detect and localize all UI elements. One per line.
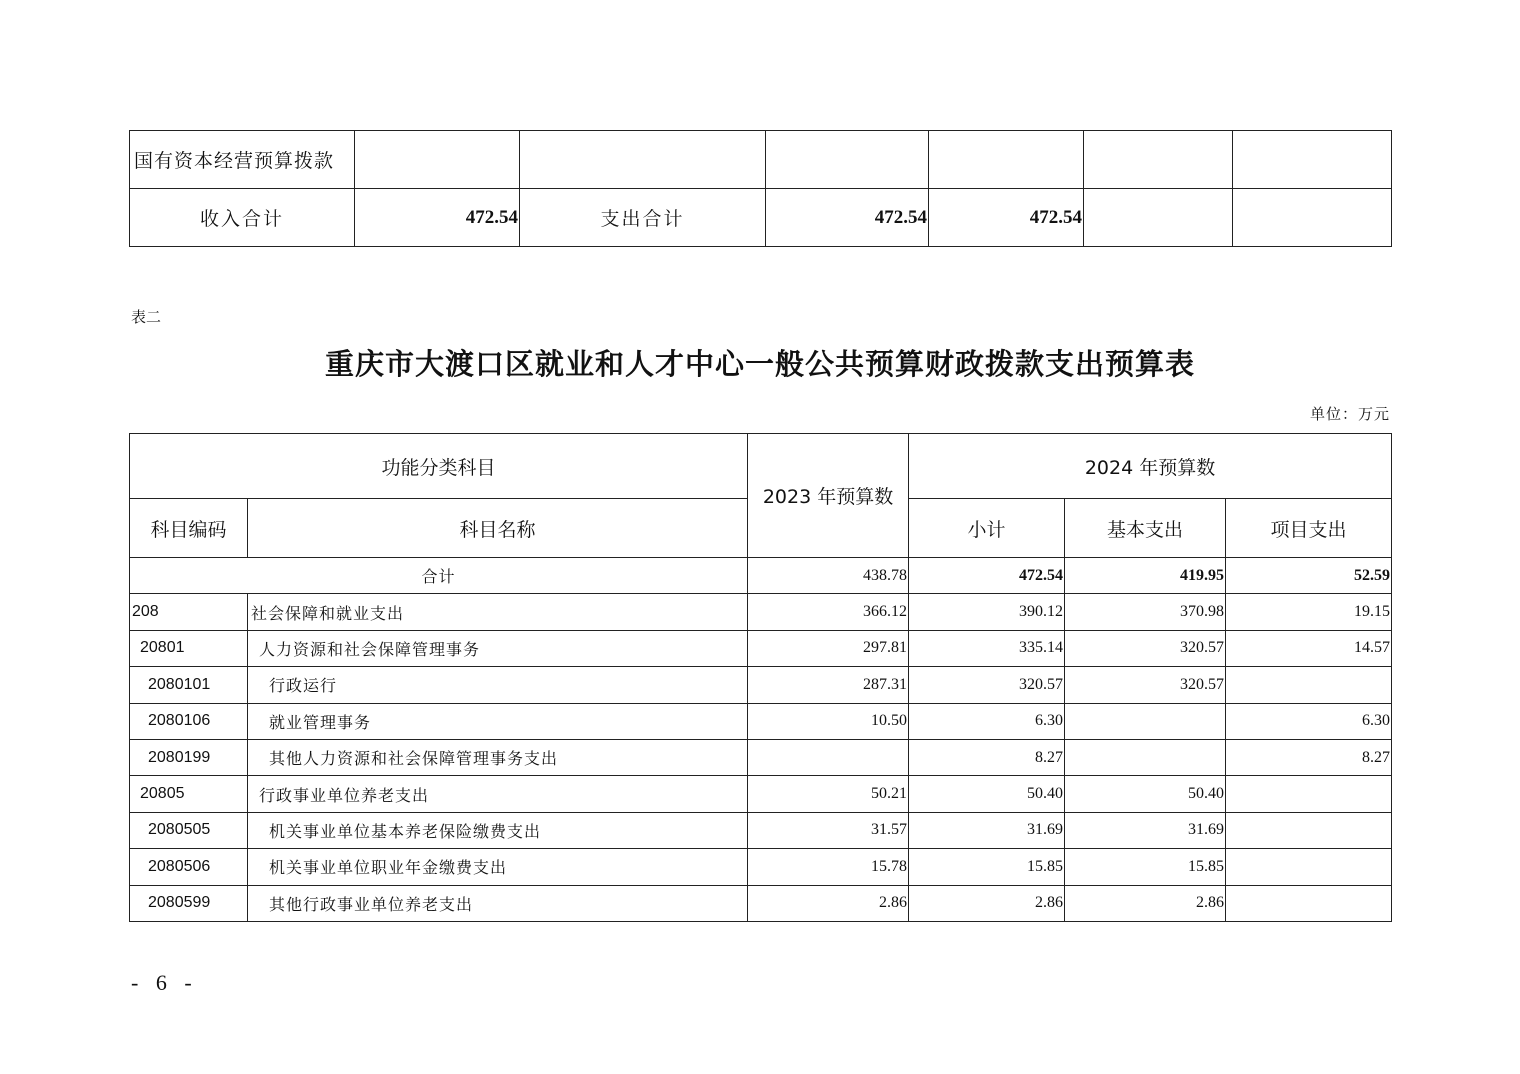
row-subtotal: 6.30 [909, 703, 1065, 739]
total-label: 合计 [130, 558, 748, 594]
row-project [1226, 812, 1392, 848]
total-project: 52.59 [1226, 558, 1392, 594]
table-row [130, 594, 1392, 630]
row-project [1226, 849, 1392, 885]
row-basic: 370.98 [1065, 594, 1226, 630]
page-title: 重庆市大渡口区就业和人才中心一般公共预算财政拨款支出预算表 [324, 347, 1195, 381]
row-2023: 15.78 [748, 849, 909, 885]
unit-label: 单位：万元 [1309, 405, 1390, 423]
table-row [130, 131, 1392, 189]
income-summary-table [129, 130, 1392, 247]
row-basic [1065, 703, 1226, 739]
total-subtotal: 472.54 [909, 558, 1065, 594]
row-name: 机关事业单位基本养老保险缴费支出 [248, 812, 748, 848]
income-total-label: 收入合计 [130, 189, 355, 247]
table-cell [1084, 131, 1233, 189]
row-basic: 31.69 [1065, 812, 1226, 848]
subtotal-header: 小计 [909, 499, 1065, 558]
row-2023: 50.21 [748, 776, 909, 812]
page-number: - 6 - [131, 970, 198, 995]
row-subtotal: 8.27 [909, 739, 1065, 775]
row-project [1226, 667, 1392, 703]
table-cell [929, 131, 1084, 189]
table-row [130, 630, 1392, 666]
table-body [130, 594, 1392, 922]
row-subtotal: 335.14 [909, 630, 1065, 666]
total-row [130, 558, 1392, 594]
budget-2024-header: 2024 年预算数 [909, 434, 1392, 499]
row-2023: 2.86 [748, 885, 909, 921]
table-cell [766, 131, 929, 189]
table-row [130, 667, 1392, 703]
row-2023: 366.12 [748, 594, 909, 630]
table-row [130, 849, 1392, 885]
row-code: 2080199 [130, 739, 248, 775]
functional-category-header: 功能分类科目 [130, 434, 748, 499]
row-name: 行政事业单位养老支出 [248, 776, 748, 812]
row-subtotal: 31.69 [909, 812, 1065, 848]
row-project: 8.27 [1226, 739, 1392, 775]
row-code: 20801 [130, 630, 248, 666]
table-row [130, 189, 1392, 247]
table-cell [520, 131, 766, 189]
table-row [130, 776, 1392, 812]
row-basic: 2.86 [1065, 885, 1226, 921]
row-2023: 10.50 [748, 703, 909, 739]
row-code: 2080506 [130, 849, 248, 885]
code-header: 科目编码 [130, 499, 248, 558]
row-2023: 287.31 [748, 667, 909, 703]
budget-2023-header: 2023 年预算数 [748, 434, 909, 558]
expense-total-value: 472.54 [766, 189, 929, 247]
row-basic: 15.85 [1065, 849, 1226, 885]
row-name: 人力资源和社会保障管理事务 [248, 630, 748, 666]
table-cell [1233, 189, 1392, 247]
row-project [1226, 885, 1392, 921]
budget-expenditure-table [129, 433, 1392, 922]
row-code: 2080101 [130, 667, 248, 703]
row-code: 2080599 [130, 885, 248, 921]
expense-total-label: 支出合计 [520, 189, 766, 247]
row-2023: 297.81 [748, 630, 909, 666]
row-project: 19.15 [1226, 594, 1392, 630]
row-name: 行政运行 [248, 667, 748, 703]
row-project: 6.30 [1226, 703, 1392, 739]
project-expense-header: 项目支出 [1226, 499, 1392, 558]
row-name: 就业管理事务 [248, 703, 748, 739]
row-code: 2080106 [130, 703, 248, 739]
name-header: 科目名称 [248, 499, 748, 558]
expense-total-value-2: 472.54 [929, 189, 1084, 247]
table-row [130, 812, 1392, 848]
table-label: 表二 [131, 308, 162, 326]
row-label: 国有资本经营预算拨款 [130, 131, 355, 189]
row-project: 14.57 [1226, 630, 1392, 666]
row-project [1226, 776, 1392, 812]
row-basic: 320.57 [1065, 667, 1226, 703]
row-subtotal: 2.86 [909, 885, 1065, 921]
header-row [130, 434, 1392, 499]
table-row [130, 739, 1392, 775]
row-subtotal: 15.85 [909, 849, 1065, 885]
row-name: 其他行政事业单位养老支出 [248, 885, 748, 921]
row-code: 2080505 [130, 812, 248, 848]
row-name: 机关事业单位职业年金缴费支出 [248, 849, 748, 885]
income-total-value: 472.54 [355, 189, 520, 247]
row-2023 [748, 739, 909, 775]
table-cell [1233, 131, 1392, 189]
total-basic: 419.95 [1065, 558, 1226, 594]
row-name: 社会保障和就业支出 [248, 594, 748, 630]
table-cell [355, 131, 520, 189]
table-row [130, 703, 1392, 739]
total-2023: 438.78 [748, 558, 909, 594]
row-basic [1065, 739, 1226, 775]
basic-expense-header: 基本支出 [1065, 499, 1226, 558]
row-name: 其他人力资源和社会保障管理事务支出 [248, 739, 748, 775]
table-cell [1084, 189, 1233, 247]
row-2023: 31.57 [748, 812, 909, 848]
row-code: 20805 [130, 776, 248, 812]
row-subtotal: 50.40 [909, 776, 1065, 812]
table-row [130, 885, 1392, 921]
row-basic: 50.40 [1065, 776, 1226, 812]
row-subtotal: 390.12 [909, 594, 1065, 630]
row-subtotal: 320.57 [909, 667, 1065, 703]
row-code: 208 [130, 594, 248, 630]
row-basic: 320.57 [1065, 630, 1226, 666]
